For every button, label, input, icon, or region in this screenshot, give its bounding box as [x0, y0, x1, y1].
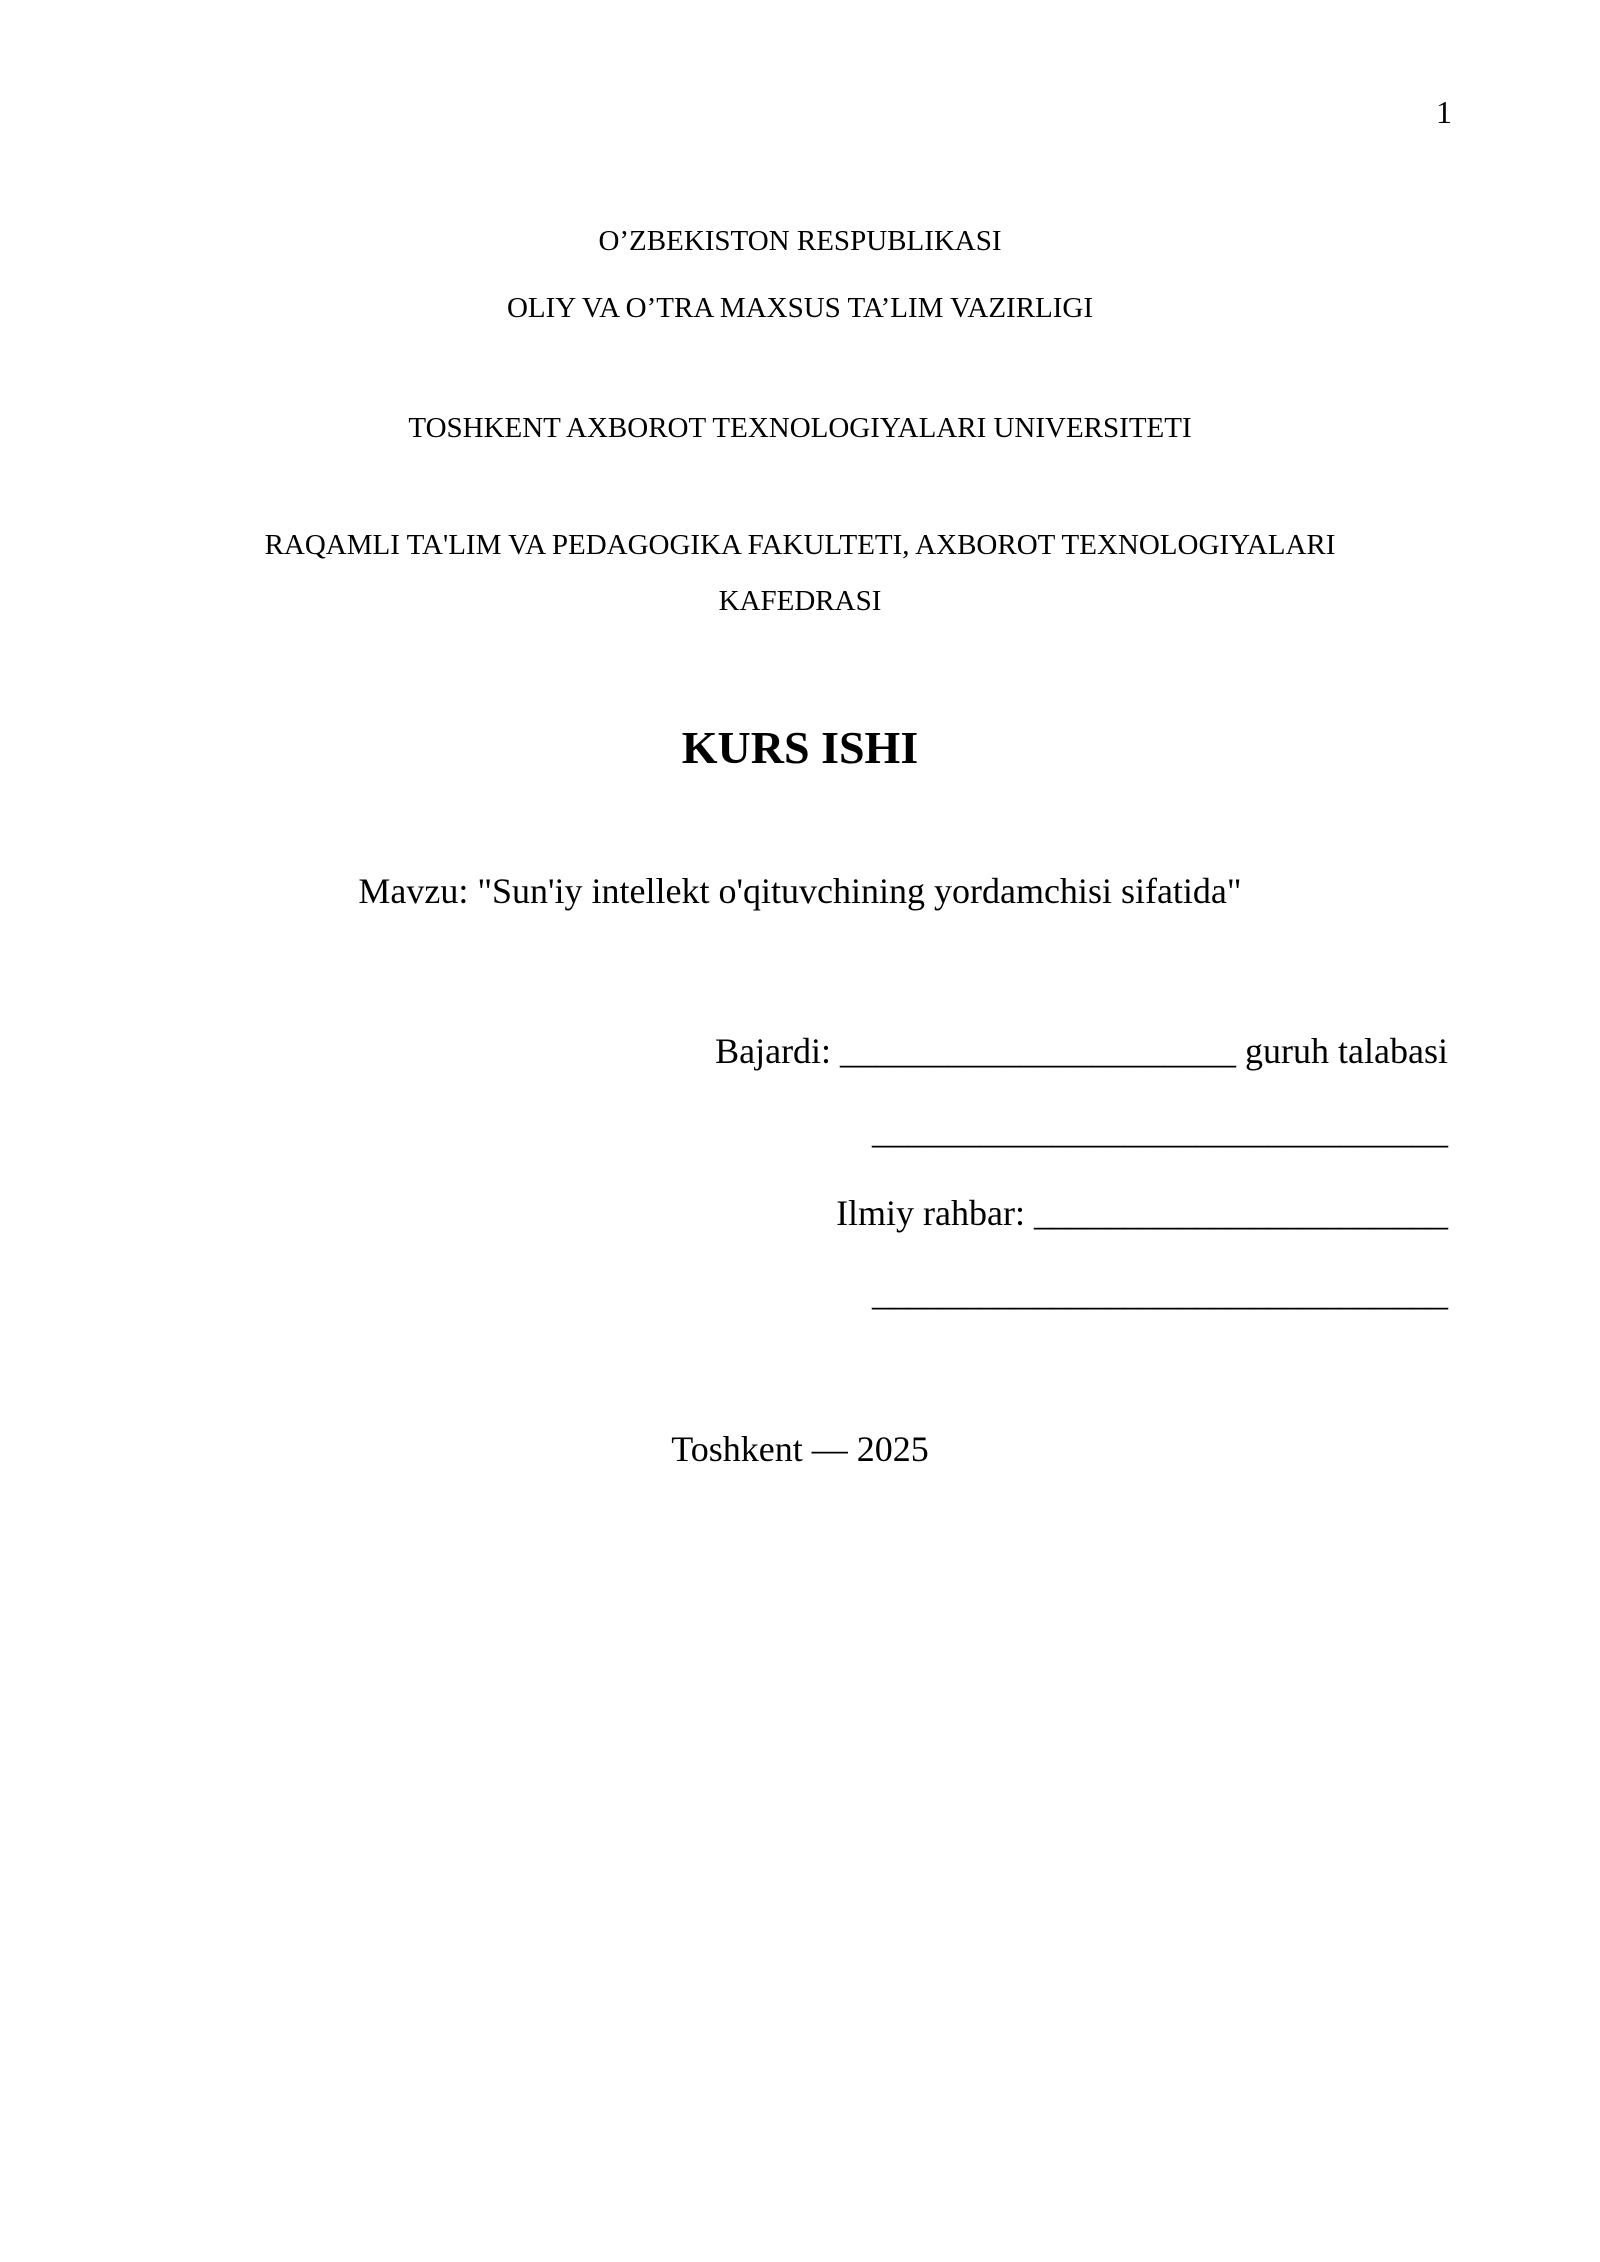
university-heading: TOSHKENT AXBOROT TEXNOLOGIYALARI UNIVERSITETI — [408, 412, 1192, 444]
performed-by-name-line: ________________________________ — [872, 1111, 1448, 1151]
supervisor-line: Ilmiy rahbar: _______________________ — [836, 1193, 1448, 1233]
ministry-heading: OLIY VA O’TRA MAXSUS TA’LIM VAZIRLIGI — [506, 292, 1094, 324]
republic-heading: O’ZBEKISTON RESPUBLIKASI — [598, 225, 1002, 257]
supervisor-name-line: ________________________________ — [872, 1273, 1448, 1313]
faculty-heading-line-1: RAQAMLI TA'LIM VA PEDAGOGIKA FAKULTETI, AXBOROT TEXNOLOGIYALARI — [264, 529, 1336, 561]
topic-line: Mavzu: "Sun'iy intellekt o'qituvchining yordamchisi sifatida" — [358, 871, 1242, 911]
page-number: 1 — [1436, 94, 1452, 130]
performed-by-line: Bajardi: ______________________ guruh talabasi — [715, 1031, 1448, 1071]
faculty-heading-line-2: KAFEDRASI — [718, 585, 882, 617]
city-year: Toshkent — 2025 — [671, 1429, 929, 1469]
document-title: KURS ISHI — [681, 722, 919, 773]
